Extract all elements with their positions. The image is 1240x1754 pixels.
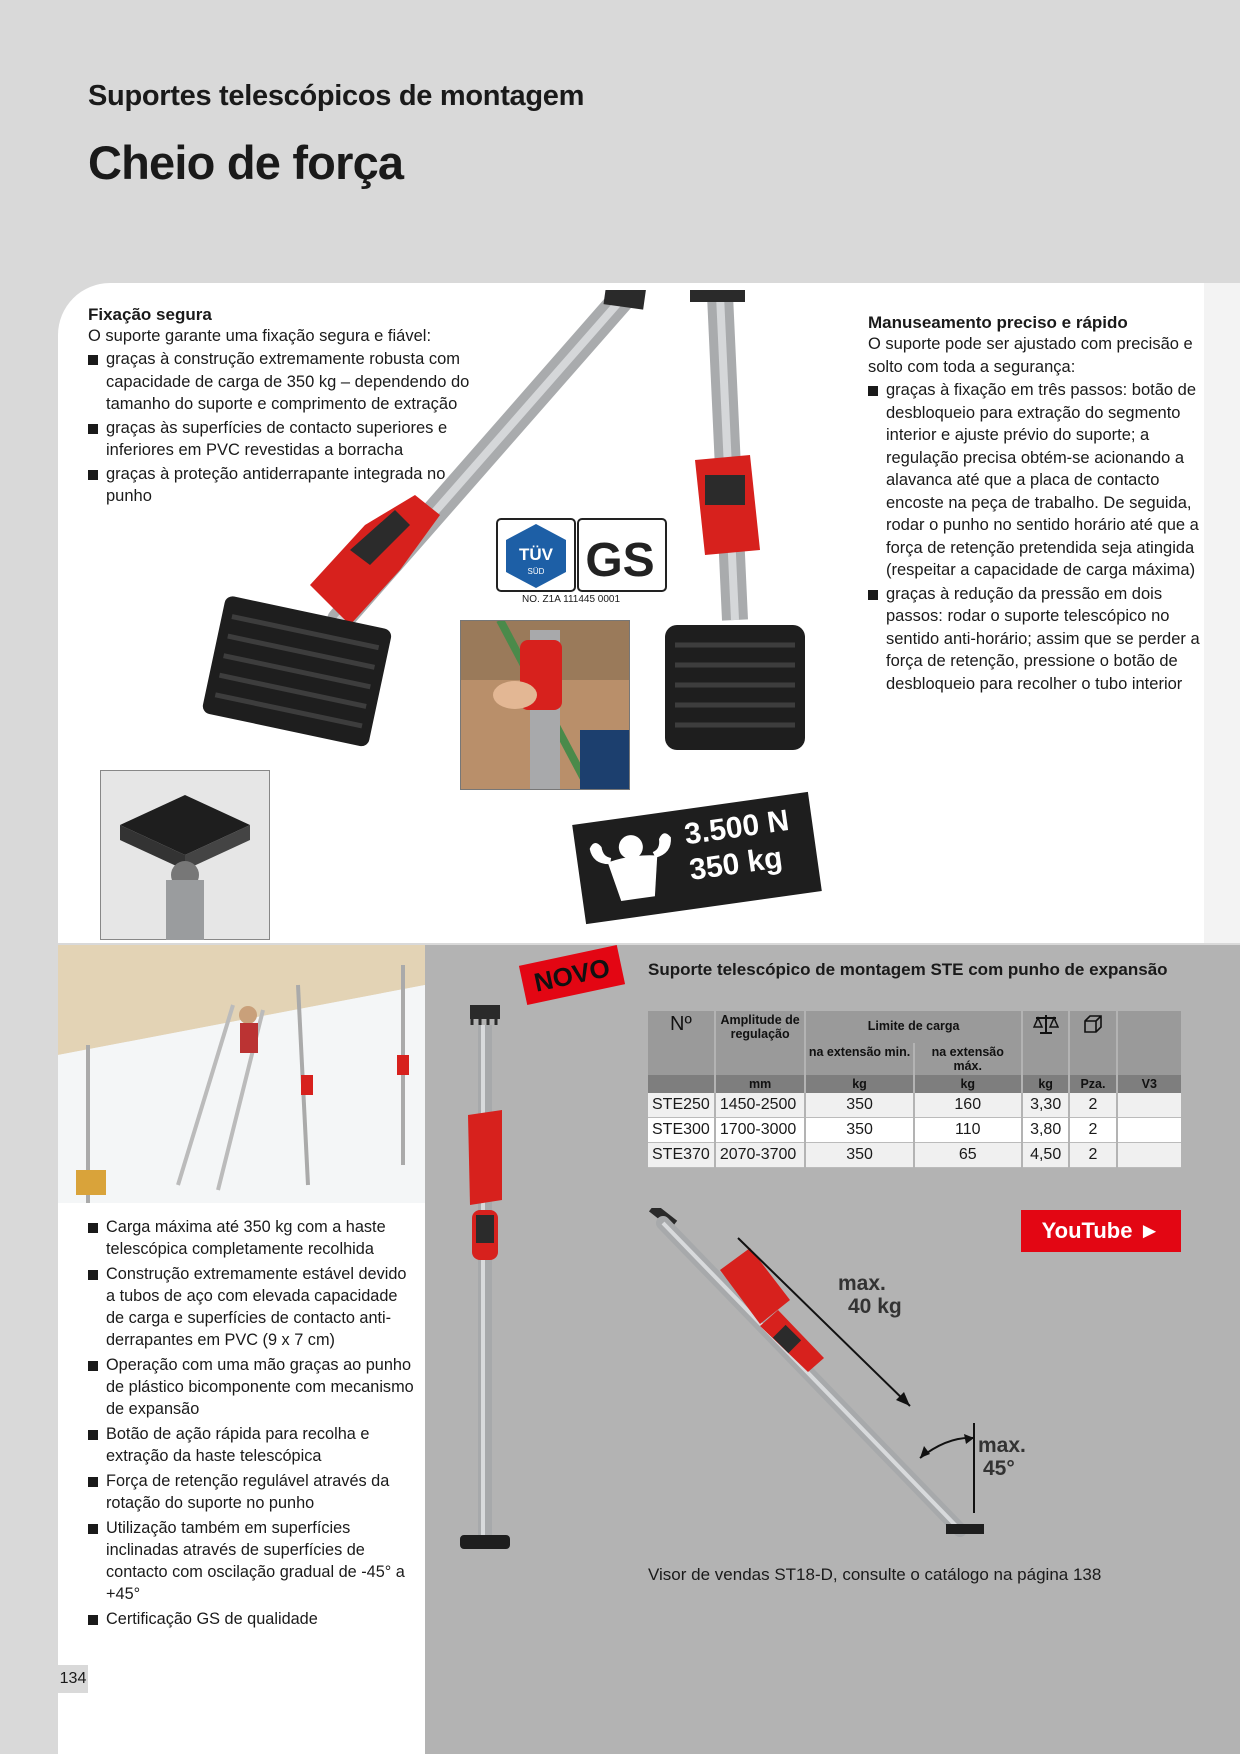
swivel-base-detail-photo <box>100 770 270 940</box>
cell-number: STE250 <box>648 1093 715 1118</box>
spec-table <box>648 1011 1181 1168</box>
page-title: Cheio de força <box>88 136 404 189</box>
col-load-max: na extensão máx. <box>914 1043 1022 1075</box>
col-range: Amplitude de regulação <box>715 1011 806 1075</box>
list-item: Certificação GS de qualidade <box>88 1608 418 1630</box>
list-item: graças à redução da pressão em dois passos: rodar o suporte telescópico no sentido anti-horário; assim que se perder a força de retenção, pressione o botão de desbloqueio para recolher o tubo interior <box>868 583 1208 696</box>
tuv-gs-certification-logo <box>496 518 668 592</box>
cell-v3 <box>1117 1118 1181 1143</box>
unit-cell: Pza. <box>1069 1075 1116 1093</box>
certification-number: NO. Z1A 111445 0001 <box>522 594 621 605</box>
list-item: graças à proteção antiderrapante integrada no punho <box>88 463 488 508</box>
table-row <box>648 1118 1181 1143</box>
unit-cell: kg <box>1022 1075 1070 1093</box>
inclined-prop-diagram <box>648 1208 1028 1548</box>
max-load-label <box>838 1272 902 1318</box>
cell-load-min: 350 <box>805 1143 913 1168</box>
max-angle-line1: max. <box>978 1434 1026 1457</box>
load-kg: 350 kg <box>687 841 785 887</box>
col-load-min: na extensão min. <box>805 1043 913 1075</box>
gs-label: GS <box>585 534 655 587</box>
col-load: Limite de carga <box>805 1011 1021 1043</box>
box-icon <box>1082 1013 1104 1035</box>
table-row <box>648 1093 1181 1118</box>
feature-precise-handling <box>868 313 1208 696</box>
unit-cell: kg <box>805 1075 913 1093</box>
list-item: graças à construção extremamente robusta com capacidade de carga de 350 kg – dependendo do tamanho do suporte e comprimento de extração <box>88 348 488 416</box>
cell-load-min: 350 <box>805 1118 913 1143</box>
table-row <box>648 1143 1181 1168</box>
tuv-sub-label: SÜD <box>527 567 545 576</box>
col-v3 <box>1117 1011 1181 1075</box>
room-installation-photo <box>58 945 425 1203</box>
list-item: Utilização também em superfícies inclinadas através de superfícies de contacto com oscilação gradual de -45° a +45° <box>88 1517 418 1605</box>
cell-v3 <box>1117 1093 1181 1118</box>
cell-v3 <box>1117 1143 1181 1168</box>
cell-pack: 2 <box>1069 1093 1116 1118</box>
feature-precise-handling-title: Manuseamento preciso e rápido <box>868 313 1128 332</box>
feature-secure-fixing <box>88 305 488 509</box>
features-list <box>88 1216 418 1633</box>
cell-load-max: 160 <box>914 1093 1022 1118</box>
cell-range: 1450-2500 <box>715 1093 806 1118</box>
cell-number: STE300 <box>648 1118 715 1143</box>
max-load-line2: 40 kg <box>848 1295 902 1318</box>
section-subtitle: Suportes telescópicos de montagem <box>88 80 585 112</box>
tuv-label: TÜV <box>519 545 553 564</box>
scale-icon <box>1033 1013 1059 1035</box>
feature-precise-handling-intro: O suporte pode ser ajustado com precisão e solto com toda a segurança: <box>868 335 1193 376</box>
feature-secure-fixing-title: Fixação segura <box>88 305 212 324</box>
max-angle-label <box>978 1434 1026 1480</box>
max-load-line1: max. <box>838 1272 886 1295</box>
strongman-icon <box>584 823 684 913</box>
cell-number: STE370 <box>648 1143 715 1168</box>
cell-pack: 2 <box>1069 1143 1116 1168</box>
unit-cell: kg <box>914 1075 1022 1093</box>
list-item: graças à fixação em três passos: botão de desbloqueio para extração do segmento interior e ajuste prévio do suporte; a regulação precisa obtém-se acionando a alavanca até que a placa de contacto encoste na peça de trabalho. De seguida, rodar o punho no sentido horário até que a força de retenção pretendida seja atingida (respeitar a capacidade de carga máxima) <box>868 379 1208 582</box>
list-item: Carga máxima até 350 kg com a haste telescópica completamente recolhida <box>88 1216 418 1260</box>
max-angle-line2: 45° <box>983 1457 1015 1480</box>
cell-weight: 3,80 <box>1022 1118 1070 1143</box>
list-item: graças às superfícies de contacto superiores e inferiores em PVC revestidas a borracha <box>88 417 488 462</box>
col-number: Nº <box>648 1011 715 1075</box>
feature-secure-fixing-intro: O suporte garante uma fixação segura e fiável: <box>88 327 432 345</box>
sales-display-note: Visor de vendas ST18-D, consulte o catálogo na página 138 <box>648 1565 1102 1584</box>
page-number: 134 <box>58 1665 88 1693</box>
new-badge: NOVO <box>519 945 625 1005</box>
col-weight <box>1022 1011 1070 1075</box>
cell-load-max: 110 <box>914 1118 1022 1143</box>
unit-cell: V3 <box>1117 1075 1181 1093</box>
list-item: Operação com uma mão graças ao punho de plástico bicomponente com mecanismo de expansão <box>88 1354 418 1420</box>
cell-load-max: 65 <box>914 1143 1022 1168</box>
product-title: Suporte telescópico de montagem STE com punho de expansão <box>648 960 1168 979</box>
unit-cell: mm <box>715 1075 806 1093</box>
handle-detail-photo <box>460 620 630 790</box>
cell-range: 2070-3700 <box>715 1143 806 1168</box>
cell-weight: 3,30 <box>1022 1093 1070 1118</box>
cell-range: 1700-3000 <box>715 1118 806 1143</box>
unit-cell <box>648 1075 715 1093</box>
cell-weight: 4,50 <box>1022 1143 1070 1168</box>
list-item: Força de retenção regulável através da rotação do suporte no punho <box>88 1470 418 1514</box>
col-pack <box>1069 1011 1116 1075</box>
load-newton: 3.500 N <box>682 804 792 852</box>
vertical-prop-image <box>450 1005 520 1555</box>
list-item: Construção extremamente estável devido a tubos de aço com elevada capacidade de carga e superfícies de contacto anti-derrapantes em PVC (9 x 7 cm) <box>88 1263 418 1351</box>
cell-load-min: 350 <box>805 1093 913 1118</box>
list-item: Botão de ação rápida para recolha e extração da haste telescópica <box>88 1423 418 1467</box>
youtube-button[interactable]: YouTube ► <box>1021 1210 1181 1252</box>
cell-pack: 2 <box>1069 1118 1116 1143</box>
